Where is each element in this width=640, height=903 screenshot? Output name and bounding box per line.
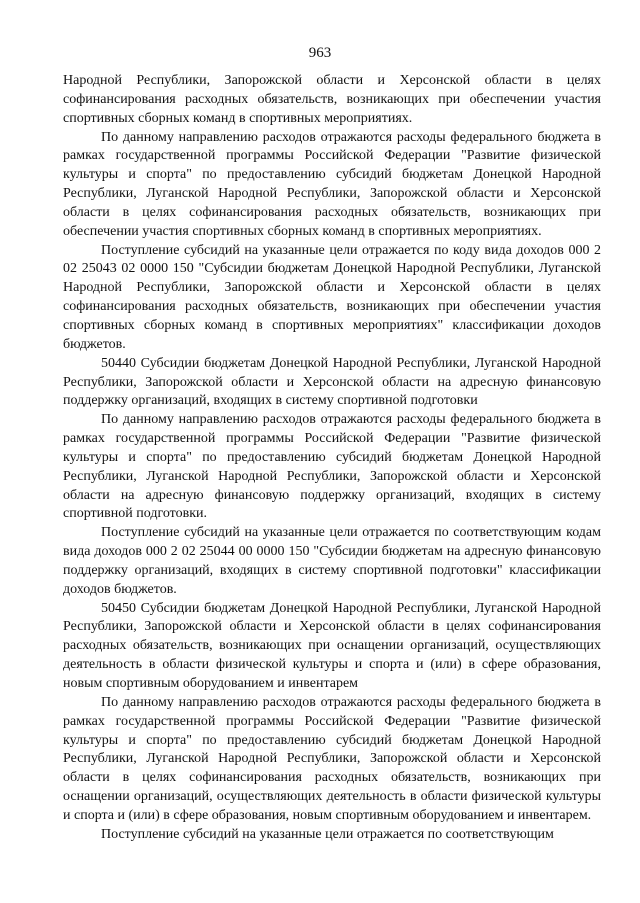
paragraph: По данному направлению расходов отражаются расходы федерального бюджета в рамках государственной программы Российской Федерации "Развитие физической культуры и спорта" по предоставлению субсидий бюджетам Донецкой Народной Республики, Луганской Народной Республики, Запорожской области и Херсонской области в целях софинансирования расходных обязательств, возникающих при обеспечении участия спортивных сборных команд в спортивных мероприятиях. [63,129,601,239]
body-text [63,72,601,845]
paragraph-continuation: Народной Республики, Запорожской области и Херсонской области в целях софинансирования расходных обязательств, возникающих при обеспечении участия спортивных сборных команд в спортивных мероприятиях. [63,73,601,126]
paragraph: Поступление субсидий на указанные цели отражается по коду вида доходов 000 2 02 25043 02 0000 150 "Субсидии бюджетам Донецкой Народной Республики, Луганской Народной Республики, Запорожской области и Херсонской области в целях софинансирования расходных обязательств, возникающих при обеспечении участия спортивных сборных команд в спортивных мероприятиях" классификации доходов бюджетов. [63,242,601,352]
paragraph: По данному направлению расходов отражаются расходы федерального бюджета в рамках государственной программы Российской Федерации "Развитие физической культуры и спорта" по предоставлению субсидий бюджетам Донецкой Народной Республики, Луганской Народной Республики, Запорожской области и Херсонской области в целях софинансирования расходных обязательств, возникающих при оснащении организаций, осуществляющих деятельность в области физической культуры и спорта и (или) в сфере образования, новым спортивным оборудованием и инвентарем. [63,694,601,823]
section-heading-50440: 50440 Субсидии бюджетам Донецкой Народной Республики, Луганской Народной Республики, Запорожской области и Херсонской области на адресную финансовую поддержку организаций, входящих в систему спортивной подготовки [63,355,601,409]
section-heading-50450: 50450 Субсидии бюджетам Донецкой Народной Республики, Луганской Народной Республики, Запорожской области и Херсонской области в целях софинансирования расходных обязательств, возникающих при оснащении организаций, осуществляющих деятельность в области физической культуры и спорта и (или) в сфере образования, новым спортивным оборудованием и инвентарем [63,600,601,691]
page-number: 963 [308,45,332,61]
paragraph: По данному направлению расходов отражаются расходы федерального бюджета в рамках государственной программы Российской Федерации "Развитие физической культуры и спорта" по предоставлению субсидий бюджетам Донецкой Народной Республики, Луганской Народной Республики, Запорожской области и Херсонской области на адресную финансовую поддержку организаций, входящих в систему спортивной подготовки. [63,412,601,522]
paragraph: Поступление субсидий на указанные цели отражается по соответствующим кодам вида доходов 000 2 02 25044 00 0000 150 "Субсидии бюджетам на адресную финансовую поддержку организаций, входящих в систему спортивной подготовки" классификации доходов бюджетов. [63,525,601,597]
paragraph: Поступление субсидий на указанные цели отражается по соответствующим [101,826,554,842]
